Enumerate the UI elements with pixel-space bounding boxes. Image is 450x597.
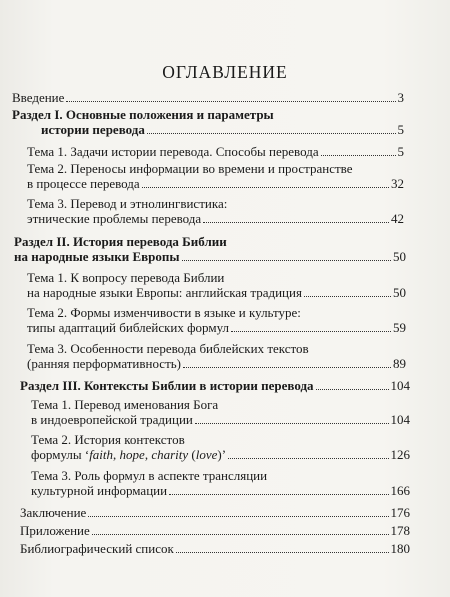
toc-page-number: 104 [390, 412, 410, 427]
toc-page-number: 176 [390, 505, 410, 520]
toc-entry-text: Тема 2. История контекстов [31, 432, 185, 447]
toc-entry-text: Заключение [20, 505, 87, 520]
toc-entry-text: в индоевропейской традиции [31, 412, 193, 427]
toc-entry-text: Тема 3. Роль формул в аспекте трансляции [31, 468, 268, 483]
leader-dots [66, 101, 395, 102]
leader-dots [169, 494, 388, 495]
leader-dots [231, 331, 391, 332]
leader-dots [88, 516, 388, 517]
toc-entry-section-1-topic-2 [27, 161, 404, 191]
leader-dots [176, 552, 389, 553]
toc-page-number: 104 [390, 378, 410, 393]
toc-entry-text: этнические проблемы перевода [27, 211, 202, 226]
toc-entry-text: Тема 3. Особенности перевода библейских текстов [27, 341, 309, 356]
toc-entry-section-2-topic-2 [27, 305, 406, 335]
toc-entry-section-3-topic-3 [31, 468, 410, 498]
toc-page-number: 32 [391, 176, 404, 191]
leader-dots [316, 389, 389, 390]
leader-dots [203, 222, 389, 223]
toc-entry-text: формулы ‘faith, hope, charity (love)’ [31, 447, 227, 462]
toc-entry-text: Приложение [20, 523, 90, 538]
toc-entry-text: Тема 1. Перевод именования Бога [31, 397, 219, 412]
toc-entry-text: Тема 3. Перевод и этнолингвистика: [27, 196, 228, 211]
toc-entry-conclusion [20, 505, 410, 520]
toc-page-number: 178 [390, 523, 410, 538]
toc-entry-section-3-topic-2 [31, 432, 410, 462]
toc-entry-appendix [20, 523, 410, 538]
toc-page-number: 3 [397, 90, 404, 105]
toc-entry-text: Раздел II. История перевода Библии [14, 234, 227, 249]
toc-page-number: 50 [393, 249, 406, 264]
toc-entry-text: на народные языки Европы: английская традиция [27, 285, 302, 300]
leader-dots [183, 367, 391, 368]
toc-entry-text: Раздел III. Контексты Библии в истории перевода [20, 378, 314, 393]
toc-page-number: 50 [393, 285, 406, 300]
toc-entry-section-3-topic-1 [31, 397, 410, 427]
leader-dots [228, 458, 388, 459]
toc-title: ОГЛАВЛЕНИЕ [162, 62, 288, 82]
toc-page-number: 5 [397, 122, 404, 137]
toc-page-number: 166 [390, 483, 410, 498]
toc-entry-section-1-topic-1 [27, 144, 404, 159]
toc-entry-text: культурной информации [31, 483, 168, 498]
toc-page-number: 89 [393, 356, 406, 371]
leader-dots [304, 296, 391, 297]
toc-entry-text: Тема 2. Формы изменчивости в языке и культуре: [27, 305, 301, 320]
toc-entry-introduction [12, 90, 404, 105]
toc-entry-section-1-topic-3 [27, 196, 404, 226]
toc-entry-section-2 [14, 234, 406, 264]
toc-entry-text: типы адаптаций библейских формул [27, 320, 229, 335]
leader-dots [147, 133, 396, 134]
toc-entry-text: (ранняя перформативность) [27, 356, 182, 371]
leader-dots [182, 260, 391, 261]
toc-entry-section-1 [12, 107, 404, 137]
toc-page-number: 180 [390, 541, 410, 556]
toc-entry-text: Тема 1. Задачи истории перевода. Способы перевода [27, 144, 319, 159]
toc-entry-text: Тема 2. Переносы информации во времени и пространстве [27, 161, 353, 176]
toc-entry-text: Раздел I. Основные положения и параметры [12, 107, 274, 122]
toc-entry-section-3 [20, 378, 410, 393]
toc-page-number: 59 [393, 320, 406, 335]
leader-dots [195, 423, 389, 424]
toc-entry-text: Тема 1. К вопросу перевода Библии [27, 270, 225, 285]
toc-page-number: 5 [397, 144, 404, 159]
toc-entry-text: Библиографический список [20, 541, 174, 556]
toc-entry-text: истории перевода [41, 122, 145, 137]
toc-entry-text: Введение [12, 90, 65, 105]
toc-entry-section-2-topic-3 [27, 341, 406, 371]
toc-entry-section-2-topic-1 [27, 270, 406, 300]
leader-dots [321, 155, 396, 156]
toc-page-number: 42 [391, 211, 404, 226]
toc-entry-bibliography [20, 541, 410, 556]
toc-entry-text: в процессе перевода [27, 176, 140, 191]
toc-entry-text: на народные языки Европы [14, 249, 180, 264]
toc-page-number: 126 [390, 447, 410, 462]
leader-dots [142, 187, 389, 188]
leader-dots [92, 534, 389, 535]
